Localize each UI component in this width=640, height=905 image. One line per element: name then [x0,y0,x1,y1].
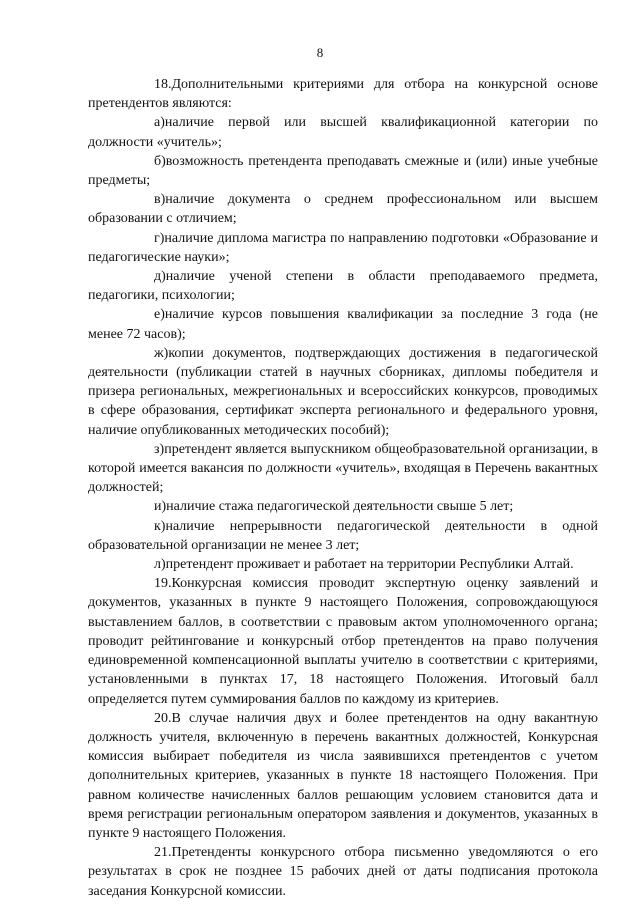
criterion-zh [88,344,598,440]
paragraph-18 [88,75,598,113]
item-label: а) [154,115,165,131]
criterion-g [88,229,598,267]
item-text: Конкурсная комиссия проводит экспертную оценку заявлений и документов, указанных в пункте 9 настоящего Положения, сопровождающуюся выставлением баллов, в соответствии с правовым актом уполномоченного органа; проводит рейтингование и конкурсный отбор претендентов на право получения единовременной компенсационной выплаты учителю в соответствии с критериями, установленными в пунктах 17, 18 настоящего Положения. Итоговый балл определяется путем суммирования баллов по каждому из критериев. [88,576,598,707]
item-label: е) [154,307,165,323]
paragraph-20 [88,709,598,843]
item-label: к) [154,518,166,534]
criterion-a [88,113,598,151]
item-label: в) [154,192,166,208]
item-text: наличие непрерывности педагогической деятельности в одной образовательной организации не менее 3 лет; [88,518,598,553]
item-label: 19. [154,576,172,592]
criterion-d [88,267,598,305]
criterion-z [88,440,598,498]
criterion-k [88,517,598,555]
document-body [88,75,598,901]
item-label: б) [154,153,166,169]
criterion-v [88,190,598,228]
criterion-e [88,305,598,343]
item-label: ж) [154,345,169,361]
criterion-b [88,152,598,190]
item-text: наличие стажа педагогической деятельности свыше 5 лет; [166,499,514,515]
paragraph-21 [88,843,598,901]
item-text: претендент является выпускником общеобразовательной организации, в которой имеется вакансия по должности «учитель», входящая в Перечень вакантных должностей; [88,441,598,496]
item-label: 18. [154,77,172,92]
item-text: возможность претендента преподавать смежные и (или) иные учебные предметы; [88,153,598,189]
item-label: 21. [154,845,172,861]
item-label: л) [154,557,166,573]
criterion-l [88,555,598,574]
paragraph-19 [88,574,598,708]
item-text: наличие ученой степени в области преподаваемого предмета, педагогики, психологии; [88,269,598,304]
item-text: копии документов, подтверждающих достижения в педагогической деятельности (публикации статей в научных сборниках, дипломы победителя и призера региональных, межрегиональных и всероссийских конкурсов, проводимых в сфере образования, сертификат эксперта регионального и федерального уровня, наличие опубликованных методических пособий); [88,345,598,438]
item-text: наличие документа о среднем профессиональном или высшем образовании с отличием; [88,192,598,227]
item-text: наличие первой или высшей квалификационной категории по должности «учитель»; [88,115,598,150]
item-text: Претенденты конкурсного отбора письменно уведомляются о его результатах в срок не позднее 15 рабочих дней от даты подписания протокола заседания Конкурсной комиссии. [88,845,598,899]
item-label: г) [154,230,165,246]
item-label: з) [154,441,165,457]
item-text: В случае наличия двух и более претендентов на одну вакантную должность учителя, включенную в перечень вакантных должностей, Конкурсная комиссия выбирает победителя из числа заявившихся претендентов с учетом дополнительных критериев, указанных в пункте 18 настоящего Положения. При равном количестве начисленных баллов решающим условием становится дата и время регистрации региональным оператором заявления и документов, указанных в пункте 9 настоящего Положения. [88,710,598,841]
item-text: наличие курсов повышения квалификации за последние 3 года (не менее 72 часов); [88,307,598,342]
item-label: д) [154,269,166,285]
page-number: 8 [316,45,324,60]
item-text: Дополнительными критериями для отбора на конкурсной основе претендентов являются: [88,77,598,112]
item-label: 20. [154,710,172,726]
item-text: претендент проживает и работает на территории Республики Алтай. [165,557,574,573]
item-text: наличие диплома магистра по направлению подготовки «Образование и педагогические науки»; [88,230,598,265]
criterion-i [88,497,598,516]
item-label: и) [154,499,167,515]
